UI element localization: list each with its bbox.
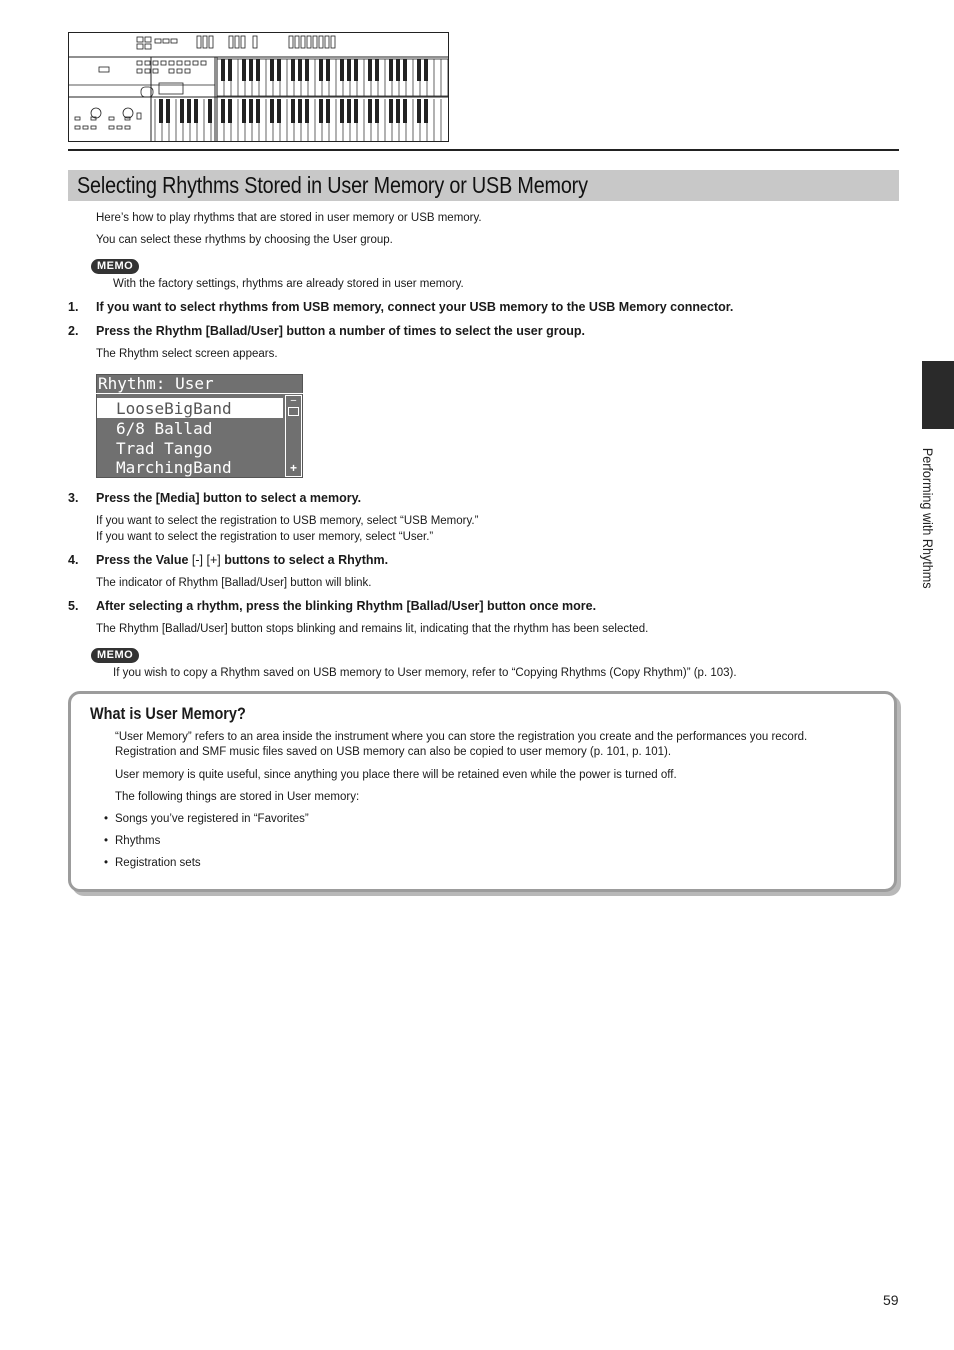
screen-item: 6/8 Ballad <box>116 419 213 438</box>
bullet-icon: • <box>104 857 109 869</box>
screen-item-selected: LooseBigBand <box>116 399 232 418</box>
step-number-4: 4. <box>68 553 79 567</box>
section-rule <box>68 149 899 151</box>
step-note-2: The Rhythm select screen appears. <box>96 348 278 360</box>
chapter-tab-marker <box>922 361 954 429</box>
info-paragraph-2: User memory is quite useful, since anything you place there will be retained even while the power is turned off. <box>115 769 677 781</box>
organ-panel-illustration <box>68 32 449 142</box>
info-paragraph-3: The following things are stored in User memory: <box>115 791 360 803</box>
bullet-icon: • <box>104 835 109 847</box>
screen-item: MarchingBand <box>116 458 232 477</box>
step-note-3b: If you want to select the registration to user memory, select “User.” <box>96 531 434 543</box>
info-paragraph-1a: “User Memory” refers to an area inside the instrument where you can store the registration you create and the performances you record. <box>115 731 808 743</box>
step-note-5: The Rhythm [Ballad/User] button stops blinking and remains lit, indicating that the rhythm has been selected. <box>96 623 649 635</box>
memo-text-2: If you wish to copy a Rhythm saved on USB memory to User memory, refer to “Copying Rhythms (Copy Rhythm)” (p. 103). <box>113 667 737 679</box>
step-text-3: Press the [Media] button to select a memory. <box>96 491 362 505</box>
memo-badge: MEMO <box>91 259 139 274</box>
page-number: 59 <box>883 1292 899 1308</box>
scroll-up-icon: − <box>290 395 297 407</box>
step-text-1: If you want to select rhythms from USB memory, connect your USB memory to the USB Memory connector. <box>96 300 734 314</box>
step-note-4: The indicator of Rhythm [Ballad/User] button will blink. <box>96 577 372 589</box>
step-text-4-post: buttons to select a Rhythm. <box>220 553 389 567</box>
value-buttons-label: [-] [+] <box>191 553 221 567</box>
scroll-down-icon: + <box>289 461 297 475</box>
intro-text-1: Here’s how to play rhythms that are stored in user memory or USB memory. <box>96 212 482 224</box>
step-note-3a: If you want to select the registration to USB memory, select “USB Memory.” <box>96 515 479 527</box>
screen-item: Trad Tango <box>116 439 213 458</box>
step-number-5: 5. <box>68 599 79 613</box>
info-box-title: What is User Memory? <box>90 704 246 723</box>
step-text-4-pre: Press the Value <box>96 553 192 567</box>
screen-separator <box>96 393 303 394</box>
bullet-icon: • <box>104 813 109 825</box>
step-text-4 <box>96 553 388 567</box>
step-number-3: 3. <box>68 491 79 505</box>
scroll-thumb <box>288 407 299 416</box>
screen-scrollbar <box>285 395 302 477</box>
chapter-tab-label <box>920 440 942 640</box>
step-text-2: Press the Rhythm [Ballad/User] button a number of times to select the user group. <box>96 324 585 338</box>
organ-keyboard-drawing <box>69 33 448 141</box>
info-bullet-item: Songs you’ve registered in “Favorites” <box>115 813 309 825</box>
info-paragraph-1b: Registration and SMF music files saved on USB memory can also be copied to user memory (p. 101, p. 101). <box>115 746 672 758</box>
memo-text-1: With the factory settings, rhythms are already stored in user memory. <box>113 278 464 290</box>
page-title: Selecting Rhythms Stored in User Memory or USB Memory <box>77 172 588 198</box>
screen-title: Rhythm: User <box>98 374 214 393</box>
step-text-5: After selecting a rhythm, press the blinking Rhythm [Ballad/User] button once more. <box>96 599 597 613</box>
info-bullet-item: Registration sets <box>115 857 201 869</box>
step-number-1: 1. <box>68 300 79 314</box>
step-number-2: 2. <box>68 324 79 338</box>
memo-badge: MEMO <box>91 648 139 663</box>
info-bullet-item: Rhythms <box>115 835 161 847</box>
chapter-tab-text: Performing with Rhythms <box>920 447 936 589</box>
intro-text-2: You can select these rhythms by choosing the User group. <box>96 234 393 246</box>
